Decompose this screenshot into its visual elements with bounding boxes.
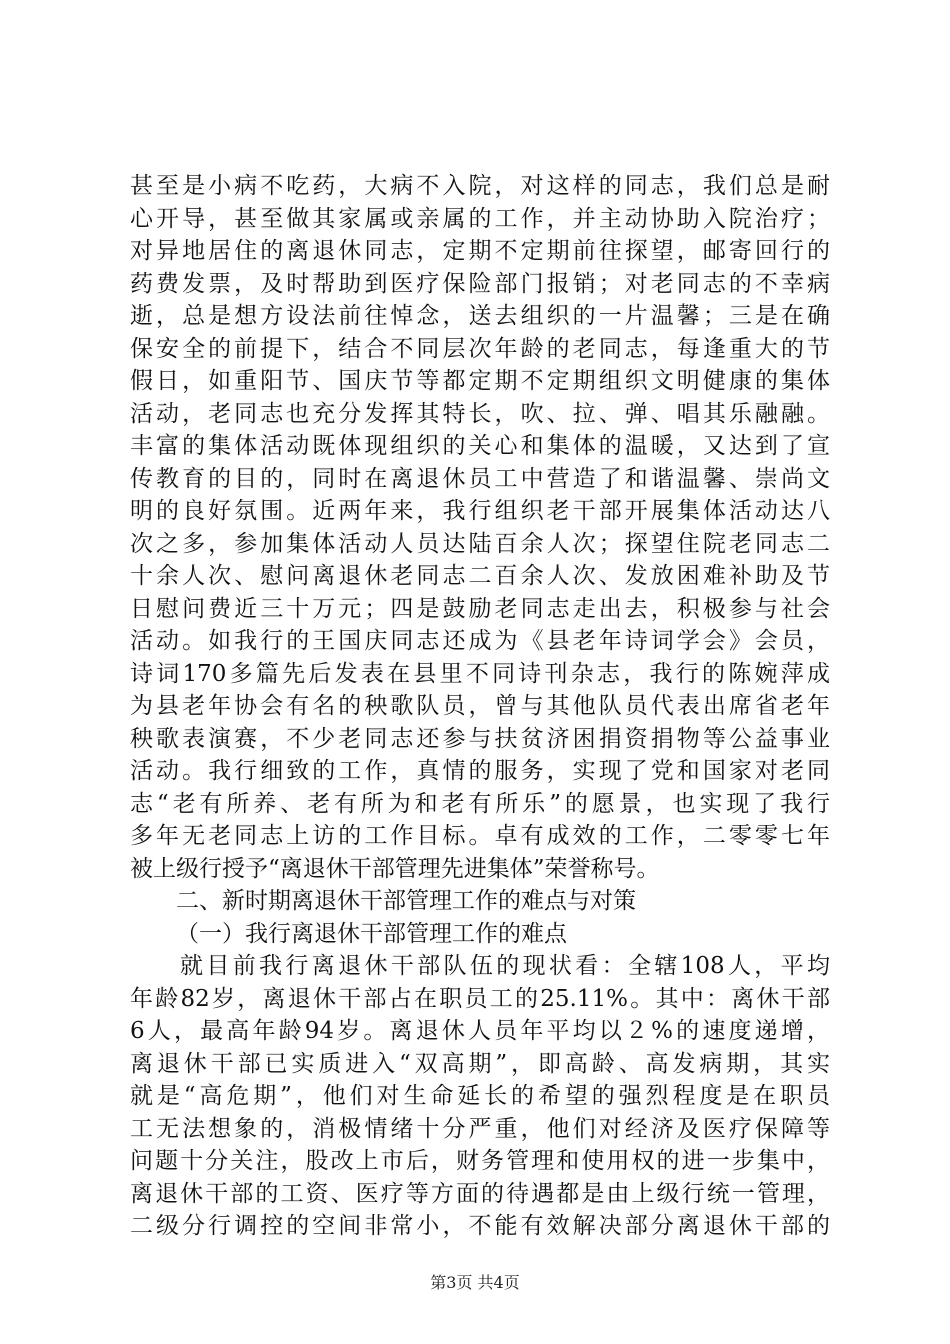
text-line: 诗词170多篇先后发表在县里不同诗刊杂志，我行的陈婉萍成 bbox=[130, 660, 830, 687]
paragraph-line: 工无法想象的，消极情绪十分严重，他们对经济及医疗保障等 bbox=[130, 1115, 830, 1142]
paragraph-line: 二级分行调控的空间非常小，不能有效解决部分离退休干部的 bbox=[130, 1213, 830, 1239]
paragraph-line: 问题十分关注，股改上市后，财务管理和使用权的进一步集中， bbox=[130, 1148, 830, 1174]
paragraph-line: 6人，最高年龄94岁。离退休人员年平均以２%的速度递增， bbox=[130, 1018, 830, 1044]
text-line: 传教育的目的，同时在离退休员工中营造了和谐温馨、崇尚文 bbox=[130, 465, 830, 492]
text-line: 甚至是小病不吃药，大病不入院，对这样的同志，我们总是耐 bbox=[130, 173, 830, 199]
text-line: 十余人次、慰问离退休老同志二百余人次、发放困难补助及节 bbox=[130, 563, 830, 589]
text-line: 日慰问费近三十万元；四是鼓励老同志走出去，积极参与社会 bbox=[130, 595, 830, 622]
text-line: 丰富的集体活动既体现组织的关心和集体的温暖，又达到了宣 bbox=[130, 433, 830, 459]
text-line: 被上级行授予“离退休干部管理先进集体”荣誉称号。 bbox=[130, 855, 660, 882]
text-line: 保安全的前提下，结合不同层次年龄的老同志，每逢重大的节 bbox=[130, 335, 830, 362]
text-line: 明的良好氛围。近两年来，我行组织老干部开展集体活动达八 bbox=[130, 498, 830, 524]
text-line: 假日，如重阳节、国庆节等都定期不定期组织文明健康的集体 bbox=[130, 368, 830, 394]
text-line: 逝，总是想方设法前往悼念，送去组织的一片温馨；三是在确 bbox=[130, 303, 830, 329]
page-number-footer: 第3页 共4页 bbox=[430, 1273, 520, 1292]
text-line: 活动。我行细致的工作，真情的服务，实现了党和国家对老同 bbox=[130, 758, 830, 784]
text-line: 次之多，参加集体活动人员达陆百余人次；探望住院老同志二 bbox=[130, 530, 830, 557]
text-line: 活动。如我行的王国庆同志还成为《县老年诗词学会》会员， bbox=[130, 628, 830, 654]
paragraph-line: 就目前我行离退休干部队伍的现状看：全辖108人，平均 bbox=[180, 953, 830, 979]
paragraph-line: 离退休干部已实质进入“双高期”，即高龄、高发病期，其实 bbox=[130, 1050, 830, 1077]
paragraph-line: 就是“高危期”，他们对生命延长的希望的强烈程度是在职员 bbox=[130, 1083, 830, 1109]
text-line: 心开导，甚至做其家属或亲属的工作，并主动协助入院治疗； bbox=[130, 205, 830, 232]
paragraph-line: 离退休干部的工资、医疗等方面的待遇都是由上级行统一管理， bbox=[130, 1180, 830, 1207]
text-line: 药费发票，及时帮助到医疗保险部门报销；对老同志的不幸病 bbox=[130, 270, 830, 297]
document-body bbox=[130, 170, 830, 1243]
text-line: 为县老年协会有名的秧歌队员，曾与其他队员代表出席省老年 bbox=[130, 693, 830, 719]
text-line: 秧歌表演赛，不少老同志还参与扶贫济困捐资捐物等公益事业 bbox=[130, 725, 830, 752]
text-line: 志“老有所养、老有所为和老有所乐”的愿景，也实现了我行 bbox=[130, 790, 830, 817]
paragraph-line: 年龄82岁，离退休干部占在职员工的25.11%。其中：离休干部 bbox=[130, 985, 830, 1012]
text-line: 活动，老同志也充分发挥其特长，吹、拉、弹、唱其乐融融。 bbox=[130, 400, 830, 427]
section-heading: 二、新时期离退休干部管理工作的难点与对策 bbox=[176, 888, 636, 914]
subsection-heading: （一）我行离退休干部管理工作的难点 bbox=[176, 920, 567, 947]
text-line: 对异地居住的离退休同志，定期不定期前往探望，邮寄回行的 bbox=[130, 238, 830, 264]
text-line: 多年无老同志上访的工作目标。卓有成效的工作，二零零七年 bbox=[130, 823, 830, 849]
